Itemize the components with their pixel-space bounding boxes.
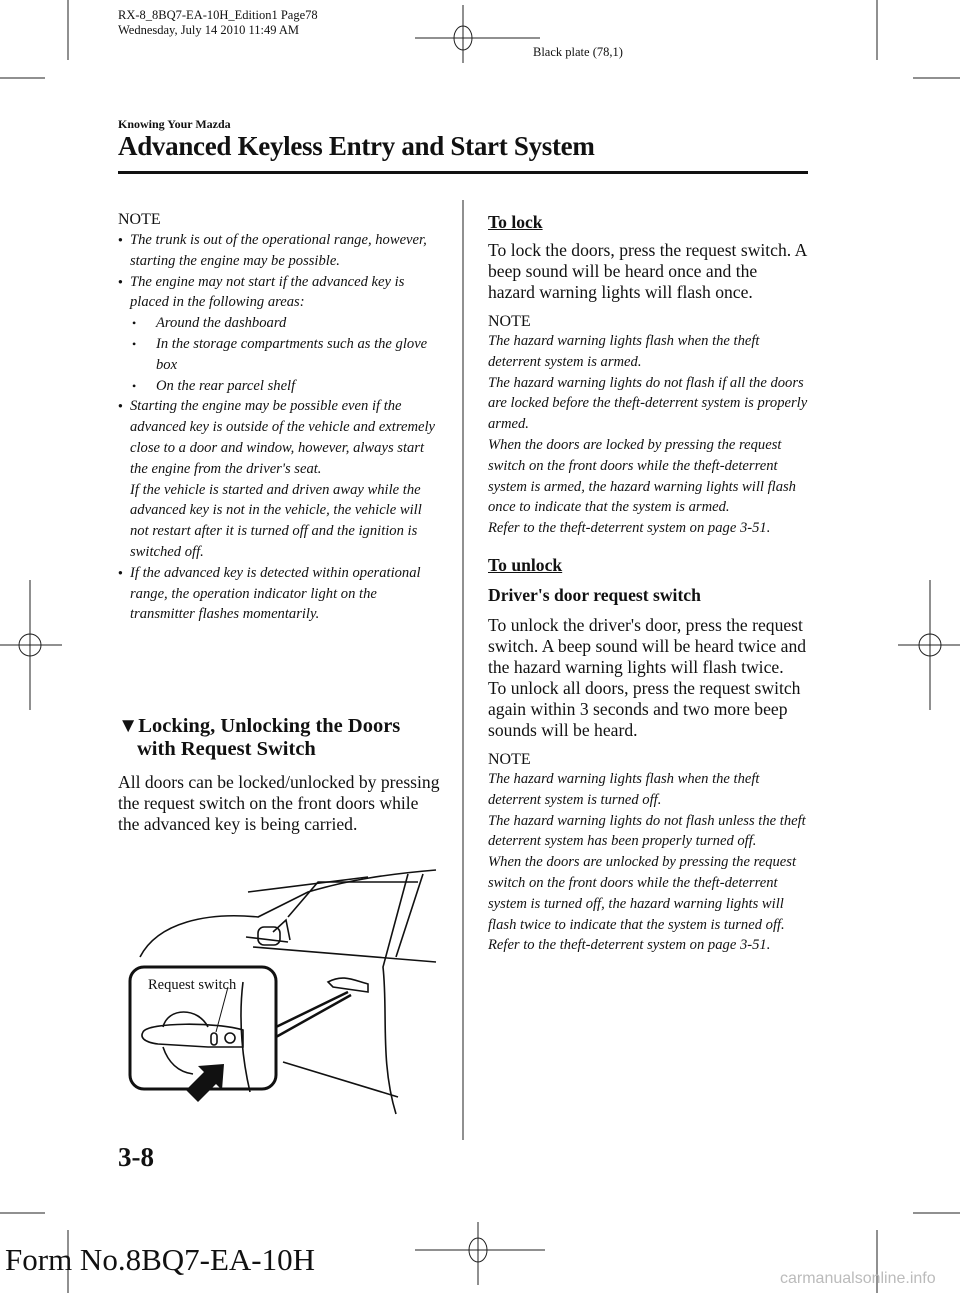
print-header (118, 8, 318, 38)
triangle-down-icon: ▼ (118, 715, 139, 737)
print-header-line1: RX-8_8BQ7-EA-10H_Edition1 Page78 (118, 8, 318, 22)
note-item: ● If the advanced key is detected within operational range, the operation indicator light on the transmitter flashes momentarily. (118, 563, 443, 625)
lock-body: To lock the doors, press the request switch. A beep sound will be heard once and the hazard warning lights will flash once. (488, 240, 807, 302)
left-column (118, 211, 443, 625)
driver-door-heading: Driver's door request switch (488, 584, 701, 605)
unlock-note-label: NOTE (488, 750, 531, 768)
title-rule (118, 171, 808, 174)
unlock-note: The hazard warning lights flash when the theft deterrent system is turned off. The hazard warning lights do not flash unless the theft deterrent system has been properly turned off. When the doors are unlocked by pressing the request switch on the front doors while the theft-deterrent system is turned off, the hazard warning lights will flash twice to indicate that the system is turned off. Refer to the theft-deterrent system on page 3-51. (488, 770, 806, 954)
print-header-line2: Wednesday, July 14 2010 11:49 AM (118, 23, 300, 37)
note-subitem: • In the storage compartments such as the glove box (118, 334, 443, 376)
page-number: 3-8 (118, 1142, 154, 1172)
unlock-body: To unlock the driver's door, press the request switch. A beep sound will be heard twice and the hazard warning lights will flash twice. To unlock all doors, press the request switch again within 3 seconds and two more beep sounds will be heard. (488, 614, 807, 740)
lock-note: The hazard warning lights flash when the theft deterrent system is armed. The hazard warning lights do not flash if all the doors are locked before the theft-deterrent system is properly armed. When the doors are locked by pressing the request switch on the front doors while the theft-deterrent system is armed, the hazard warning lights will flash once to indicate that the system is armed. Refer to the theft-deterrent system on page 3-51. (488, 333, 808, 537)
running-head: Knowing Your Mazda (118, 117, 231, 131)
note-item: ● The engine may not start if the advanced key is placed in the following areas: • Around the dashboard • In the storage compartments such as the glove box • On the rear parcel shelf (118, 272, 443, 397)
note-item: ● Starting the engine may be possible even if the advanced key is outside of the vehicle and extremely close to a door and window, however, always start the engine from the driver's seat. If the vehicle is started and driven away while the advanced key is not in the vehicle, the vehicle will not restart after it is turned off and the ignition is switched off. (118, 396, 443, 562)
figure-label: Request switch (148, 977, 237, 993)
plate-label: Black plate (78,1) (533, 45, 623, 59)
section-heading: ▼Locking, Unlocking the Doors with Request Switch (118, 715, 401, 760)
section-body: All doors can be locked/unlocked by pressing the request switch on the front doors while the advanced key is being carried. (118, 772, 440, 834)
note-subitem: • Around the dashboard (118, 313, 443, 334)
note-subitem: • On the rear parcel shelf (118, 376, 443, 397)
to-unlock-heading: To unlock (488, 554, 563, 575)
form-number: Form No.8BQ7-EA-10H (5, 1242, 315, 1277)
lock-note-label: NOTE (488, 313, 531, 330)
note-label: NOTE (118, 211, 161, 228)
right-column (488, 212, 808, 956)
watermark: carmanualsonline.info (780, 1270, 936, 1287)
page-title: Advanced Keyless Entry and Start System (118, 131, 595, 161)
note-item: ● The trunk is out of the operational range, however, starting the engine may be possible. (118, 230, 443, 272)
to-lock-heading: To lock (488, 212, 543, 232)
